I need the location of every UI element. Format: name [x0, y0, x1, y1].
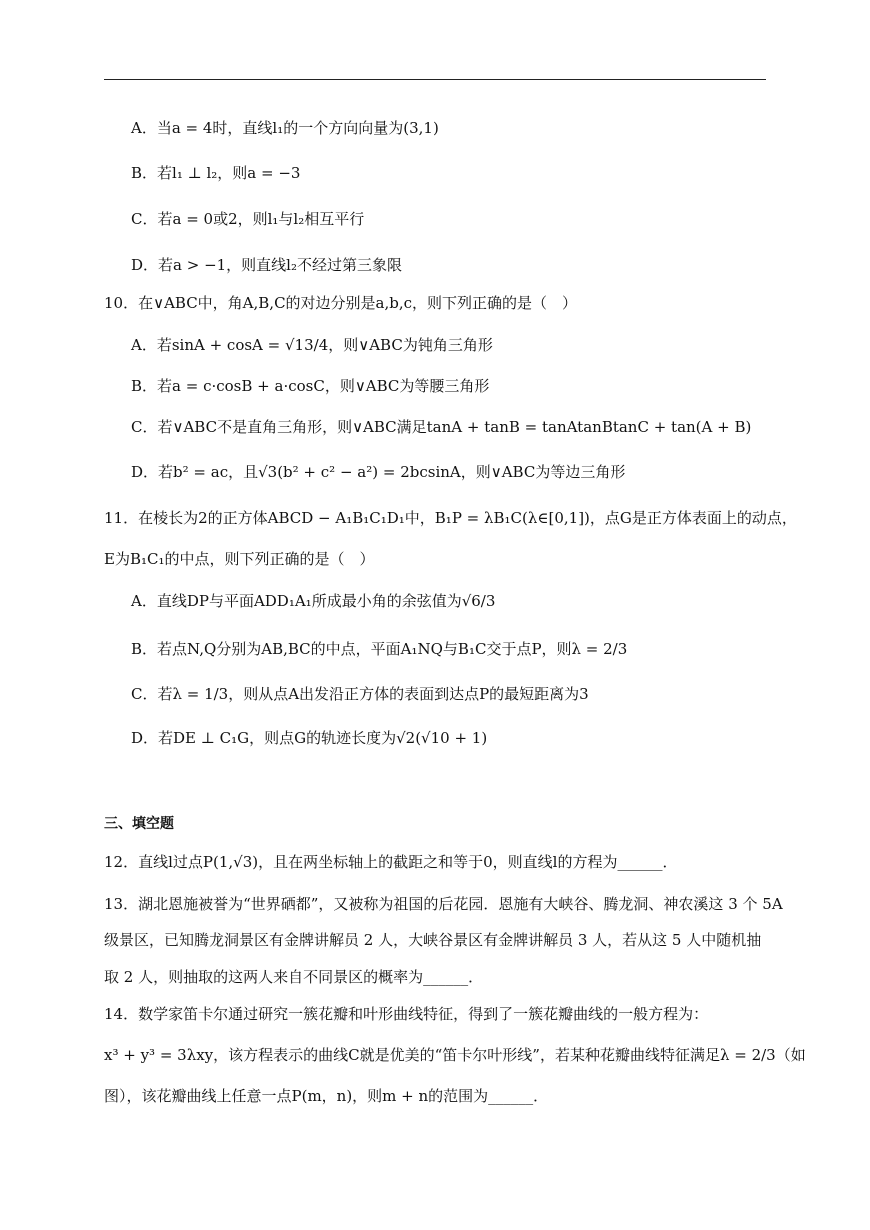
q10-option-b: B．若a = c·cosB + a·cosC，则∨ABC为等腰三角形	[131, 377, 490, 395]
q10-stem: 10．在∨ABC中，角A,B,C的对边分别是a,b,c，则下列正确的是（ ）	[104, 294, 578, 312]
q9-option-a: A．当a = 4时，直线l₁的一个方向向量为(3,1)	[131, 119, 439, 137]
q11-option-b: B．若点N,Q分别为AB,BC的中点，平面A₁NQ与B₁C交于点P，则λ = 2/3	[131, 640, 628, 658]
q10-option-d: D．若b² = ac，且√3(b² + c² − a²) = 2bcsinA，则∨ABC为等边三角形	[131, 463, 626, 481]
q9-option-d: D．若a > −1，则直线l₂不经过第三象限	[131, 256, 402, 274]
q11-stem-line-2: E为B₁C₁的中点，则下列正确的是（ ）	[104, 550, 375, 568]
q11-option-c: C．若λ = 1/3，则从点A出发沿正方体的表面到达点P的最短距离为3	[131, 685, 589, 703]
q11-option-d: D．若DE ⊥ C₁G，则点G的轨迹长度为√2(√10 + 1)	[131, 729, 488, 747]
q14-line-1: 14．数学家笛卡尔通过研究一簇花瓣和叶形曲线特征，得到了一簇花瓣曲线的一般方程为：	[104, 1005, 709, 1023]
q11-option-a: A．直线DP与平面ADD₁A₁所成最小角的余弦值为√6/3	[131, 592, 496, 610]
q13-line-3: 取 2 人，则抽取的这两人来自不同景区的概率为______．	[104, 968, 484, 986]
q13-line-2: 级景区，已知腾龙洞景区有金牌讲解员 2 人，大峡谷景区有金牌讲解员 3 人，若从这 5 人中随机抽	[104, 931, 762, 949]
q11-stem-line-1: 11．在棱长为2的正方体ABCD − A₁B₁C₁D₁中，B₁P = λB₁C(λ∈[0,1])，点G是正方体表面上的动点，	[104, 509, 797, 527]
q14-line-3: 图），该花瓣曲线上任意一点P(m，n)，则m + n的范围为______．	[104, 1087, 549, 1105]
header-rule	[104, 79, 766, 80]
q9-option-c: C．若a = 0或2，则l₁与l₂相互平行	[131, 210, 365, 228]
section-3-title: 三、填空题	[104, 816, 174, 832]
q10-option-c: C．若∨ABC不是直角三角形，则∨ABC满足tanA + tanB = tanAtanBtanC + tan(A + B)	[131, 418, 752, 436]
q10-option-a: A．若sinA + cosA = √13/4，则∨ABC为钝角三角形	[131, 336, 493, 354]
q9-option-b: B．若l₁ ⊥ l₂，则a = −3	[131, 164, 301, 182]
q14-line-2: x³ + y³ = 3λxy，该方程表示的曲线C就是优美的“笛卡尔叶形线”，若某种花瓣曲线特征满足λ = 2/3（如	[104, 1046, 806, 1064]
q13-line-1: 13．湖北恩施被誉为“世界硒都”，又被称为祖国的后花园．恩施有大峡谷、腾龙洞、神农溪这 3 个 5A	[104, 895, 783, 913]
q12-text: 12．直线l过点P(1,√3)，且在两坐标轴上的截距之和等于0，则直线l的方程为______．	[104, 853, 678, 871]
